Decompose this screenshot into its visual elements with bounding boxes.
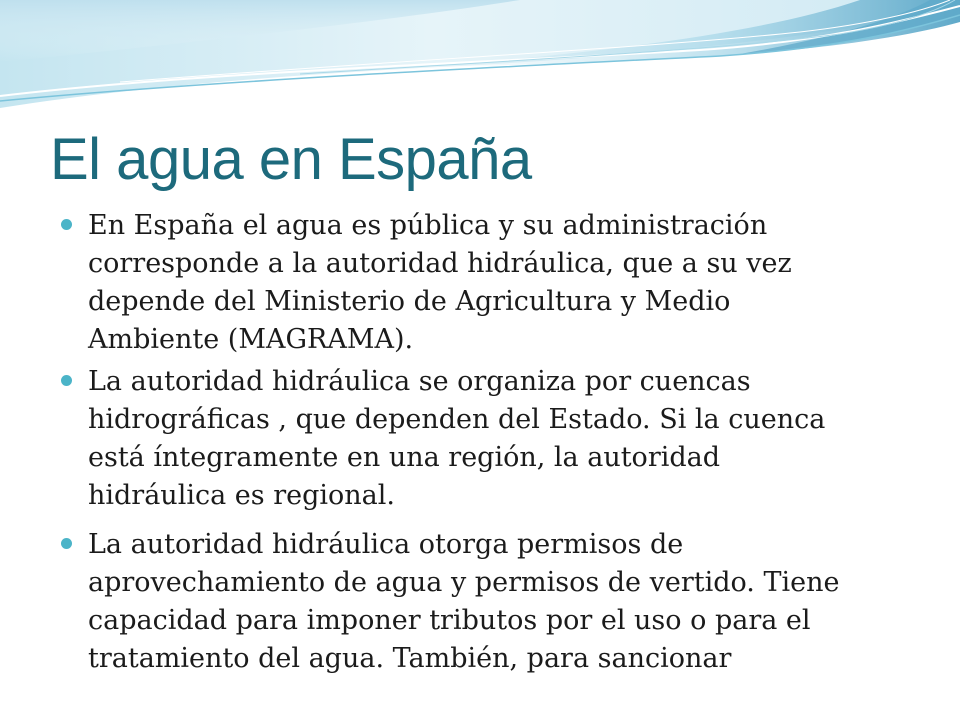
bullet-line: La autoridad hidráulica se organiza por cuencas [88,366,751,397]
bullet-line: Ambiente (MAGRAMA). [88,324,414,355]
bullet-item [88,363,938,515]
bullet-line: hidráulica es regional. [88,480,395,511]
bullet-line: En España el agua es pública y su administración [88,210,768,241]
bullet-dot-icon [61,375,72,386]
header-wave-decoration [0,0,960,120]
bullet-line: capacidad para imponer tributos por el uso o para el [88,605,811,636]
bullet-line: tratamiento del agua. También, para sancionar [88,643,732,674]
bullet-line: La autoridad hidráulica otorga permisos de [88,529,684,560]
bullet-line: hidrográficas , que dependen del Estado. Si la cuenca [88,404,826,435]
bullet-item [88,526,938,678]
bullet-line: está íntegramente en una región, la autoridad [88,442,721,473]
slide-title: El agua en España [50,127,532,192]
bullet-dot-icon [61,219,72,230]
bullet-line: aprovechamiento de agua y permisos de vertido. Tiene [88,567,840,598]
bullet-line: depende del Ministerio de Agricultura y Medio [88,286,731,317]
bullet-list [88,207,938,678]
bullet-dot-icon [61,538,72,549]
bullet-line: corresponde a la autoridad hidráulica, que a su vez [88,248,792,279]
bullet-item [88,207,938,359]
